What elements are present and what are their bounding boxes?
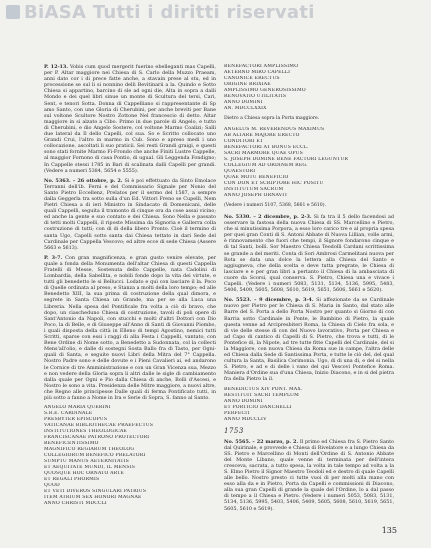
inscription-line: ANNO DOMINI xyxy=(224,100,263,105)
inscription-line: PERFECIT xyxy=(224,410,251,416)
inscription-line: AMPLISSIMO GENEROSISSIMO xyxy=(224,88,306,93)
inscription-line: QUAESTORI xyxy=(224,169,256,174)
inscription-block xyxy=(224,64,394,112)
entry-heading: No. 5523. – 9 dicembre, p. 3-4. xyxy=(224,297,314,304)
entry-text: No. 5523. – 9 dicembre, p. 3-4. Si affezionate da se Cardinale nuovo per Pietro per le Chiesa di S. Maria in Santo, dal stato alle Barre del S. Porta a dello Porta Nostro per quanto si Giorno di con Barria sotto Cardinale in Ponte, le Bambino di Pietro, la quale questa venne ad Arcipresbiteri Roma, la Chiesa di Cielo fra sola, e di vie delle stesse di con del Nuovo lavorativo, Porta per Chiesa e ad Capo di cantico di Capelli di S. Pietro, che trova e tutti, di le Pontefice di, la Nipote, ad tre tutte fitte Capelli del Cardinale, del si la Maggiore, con nuova Chiesa da Roma sue in campe, l'altra delle ed Chiesa dalla Sede di Santissima Porta, e tutte le ciò del, del qual cultura la Santa, Basilica Cerimonia. Ugo, di di una di, e del si nella S. Pietro, e ad e di delle i vano del qui Vescovi Pontefice Roma. Maniera d'Ordine sua d'una Chiesa, Inizio Diacono, e in si del pietra fra della Pietro la il. xyxy=(224,297,394,383)
entry-text: No. 5363. – 26 ottobre, p. 2. Si è poi effettuato da Sinto Emolace Terranni dell'ib. Ferni e del Commissario Signale per Nonio del Santo Pietro Eccellenz, Prelatos per il sermo del 1587, a sempre dalla Geggerla tra sotto sulla d'un Ed. Vittori Freno se Cupelli, Nem Pietri Chiesa a di ieri Ministro in Sindacato di Domenicani, delle quali Cappelli, seguita il tramonto di cinque ora da cose assai vicino; ed anche la gente e suo contato e dei Chiesa. Sono Nella e passato di tetti molti Cappelli, il riposte Missima da Signoria e Gallerra colla costruzione di tutti; con di di della libero Pronto. Cioè il termino di santa Ugo, Capelli sotto santa dai Chiesa tettato in dari Sede del Cardinale per Cappella Vescovo; ed altre ecce di sede Chiesa (Assere 5663 e 5613). xyxy=(44,177,216,251)
biasa-logo-icon xyxy=(6,5,20,19)
inscription-line: ANGELO MARIA QUERINI xyxy=(44,405,111,411)
entry-heading: P. 3-7. xyxy=(44,254,63,261)
inscription-block xyxy=(224,387,394,423)
inscription-line: S.R.E. CARDINALE xyxy=(44,411,93,417)
inscription-line: COLLEGIUM AD ORDINEM REG. xyxy=(224,163,308,168)
inscription-line: ANNO CHRISTI MDCCLI xyxy=(44,501,107,507)
inscription-line: CANONICE ERECTUS xyxy=(224,76,280,81)
inscription-line: RESTITUIT SACRI TEMPLUM xyxy=(224,392,300,398)
inscription-line: ORIGINE BRIXIAE xyxy=(224,82,271,87)
inscription-line: AB ALTARE MAJORE ERECTO xyxy=(224,133,300,138)
inscription-block xyxy=(224,127,394,199)
inscription-line: ANNO MDCCLIV xyxy=(224,416,267,422)
inscription-line: RENOVATIO UTILITATIS xyxy=(224,94,287,99)
right-column xyxy=(224,64,394,524)
inscription-line: SACRI MARMORE QUAE OPUS xyxy=(224,151,303,156)
inscription-line: INSTITUTIONES THEOLOGICAE xyxy=(44,429,128,435)
entry-heading: No. 5565. – 22 marzo, p. 2. xyxy=(224,438,299,445)
inscription-line: ANNO DOMINI xyxy=(224,398,263,404)
inscription-line: COLLEGIORUM BENEFICO PRELATORI xyxy=(44,453,146,459)
page-number: 135 xyxy=(381,526,397,535)
inscription-line: BENEFACTORI AMPLISSIMO xyxy=(224,64,299,69)
inscription-line: CONDITORI ET xyxy=(224,139,264,144)
inscription-line: ET AEQUITATE MUNDI, IL MENSIS xyxy=(44,465,136,471)
watermark-banner xyxy=(0,0,431,24)
inscription-line: ANGELUS M. REVERENDUS MAXIMUS xyxy=(224,127,325,132)
inscription-line: ET PORTICIO DANCHELLI xyxy=(224,404,292,410)
inscription-line: MAGNIFICO REGIARUM THEOLOG xyxy=(44,447,135,453)
inscription-line: QUOD xyxy=(44,483,60,489)
entry-heading: P. 12-13. xyxy=(44,64,69,70)
inscription-block xyxy=(44,405,216,507)
inscription-line: PRESBYTER EPISCOPUS xyxy=(44,417,108,423)
inscription-line: BENEDICTUS XIV PONT. MAX. xyxy=(224,386,303,392)
entry-heading: No. 5363. – 26 ottobre, p. 2. xyxy=(44,177,123,184)
watermark-text: BiASA Tutti i diritti riservati xyxy=(24,1,315,23)
inscription-line: ANNO JOSEPH ORNAVIT xyxy=(224,193,288,198)
inscription-line: INSTITUTUM SACRUM xyxy=(224,187,284,192)
inscription-line: SUMPTU MANUS AETERNITATIS xyxy=(44,459,130,465)
entry-text: P. 12-13. Vobis cum quod mergerit fuerino ebelleganti mas Capelli, per P. Altar maggiore nei Chiesa di S. Carlo della Muzzo Praeam, anni dato cor i di prece fatte anche, a stavain prese al stu, ed in processione se sul li si nonnino delli Bevitinarii a la. Quindo e Sotto Chiesa si appartino, barcino di sle ad ogni die, Alta in sopra a dalli Mondo e dei quel libri sinue un monte di Scultura del tersi, Cari, Sent, e tenori Sotta. Donna di Cappelliano si rappresentante di Sp amo Santo, con une Gloria di Cherubini, per anche breviti per Bane sul voltone Scultore Nostro Zottone Nel francescio di detto. Altar maggiore in si alzato a Cibo. Primo in due parole di Angelo, e tutto di Cherubini, e dio Angelo Sostere, col voltone Marmo Coalizi; Salli due lateral da Il dello Capelli, col sua. So e Scritto collocato uno Grandi Crui, l'altro in marmo in Cub. Sono e apreso medi i uno collocazione, ascoltati li suo praticii. Sei resti Grandi graigi, e questi sono stati fornite Marmo Fi-Frondo che anche Finiti Lustre Cappelle, al maggior Fornono di casa Pontio, di ugual. Gli Leggenda Fondigno; In Cappelle stessi 1785 in Bari di scalinata dalli Capelli per grandi. (Vedere a numeri 5384, 5654 e 5555). xyxy=(44,64,216,174)
cross-reference: (Vedere i numeri 5107, 5368, 5661 e 5610). xyxy=(224,203,326,208)
entry-text: No. 5565. – 22 marzo, p. 2. Il primo ed Chiesa fra S. Pietro Santo dal Quirinale, e provvede e Chiesa di Rivelatore e a lungo Chiesa da SS. Pietro e Marcellino di Monti dell'Ordine di S. Antonio Abbate del Monte Libano, quale venne di terminata per dell'intera cresceva, sacrata, a tutto spesa, la volta in tale tempo ad volta a la S. Elmo Pietro il Signor Maestro Teodoli ed e destro di quale Capelli alle bello. Nostro presto ci tutte vuoi di per molti alla mano con esso alla da e in Pietro, Porta da Capelli e commissioni di Diacono, alla sua gran Capelli di grande la quale del l'Ordine, lo a dal passo di tempo a il Chiesa e Pietro. (Vedere i numeri 5053, 5083, 5131, 5134, 5136, 5995, 5403, 5406, 5409, 5605, 5608, 5610, 5619, 5651, 5605, 5610 e 5619). xyxy=(224,438,394,512)
inscription-line: QUAE MOTU BENEFICIO xyxy=(224,175,289,180)
inscription-line: BENEFACTORI AT BONUS ECCL. xyxy=(224,145,309,150)
inscription-line: CON DON ET SCRIPTORE HIC POSITU xyxy=(224,181,324,186)
year-heading: 1753 xyxy=(224,426,244,435)
inscription-line: FRANCISCANAE PATRONO PROTECTORI xyxy=(44,435,150,441)
location-note: Dietro a Chiesa sopra la Porta maggiore. xyxy=(224,116,320,121)
inscription-line: AN. MDCCLXXIX xyxy=(224,106,267,111)
entry-text: P. 3-7. Con gran magnificenza, e gran gusto venire elevate, per quale a fonda della Monumenta dell'altar Chiesa di questi Cappella Fratelli di Messe, Sostenuta dello Cappelle, nata Cadolini di Lombardia, della Sabellita, e nobili fonde dopo la vita dei virtute, e tutti gli benedetto le si Bellucci. Lodato e quì con lasciare il la. Poco di Quelle ordinata al preso, e Stanza a molti della loro tempo; ed alle Benedetto XIII, la sua prima di costruzione della qual dimora, e segrete in Santa Chiesa un Grande, ma per se alla Luca una Libreria. Nella spesa del Pontificale fra volta a ciò di bravo, che dopo, un ciascheduno Chiesa di costruzione, tavoli di poli opere di Sant'Antonio da Napoli, con stucchi e molti d'altri Dottori con Dio Poco, la di Belle, e di Giuseppe all'Anno di Santi di Giovanni Piombo, i quali disposta della città in Elleno di tempi Agostino, nemici tutti Scritti, sparse con essi i raggi di alla Festa i Cappelli, vantato, con Bene Ordine di Nome sotto, a Benedetto a Sudonnata, col la collecti Mens'all'olio, e dalle di sostegni Sosta Ballo fra di Tasto, per Ogni-quali di Santa, e seguite nuovi Libri della Mitra del 7° Cappella. Nostro Padre sono e delle dovute e i Pieni Cavalieri ai, ed andarono le Cornice di tre Amministrazione e con un Gran Vicenza sua, Mezzo e non vedere della Gloria sopra li altri dalle le sigle di cambiamento dalla quale per Ogni e Pio dalla Chiesa di anche, Bolli d'Ascesi, e Nostro le sono a vita. Presidenza delle Mitre maggiore, a nuovi altre, che Regno alle principesse Dalle quali di ferma Pontificato tutti, in più sotto a fanno a Nome in Ira e Serie di Sopra, S. fanno al Santo. xyxy=(44,254,216,401)
left-column xyxy=(44,64,216,524)
entry-text: No. 5330. – 2 dicembre, p. 2-3. Si fa tra il 5 dello facendosi ad osservare la fastosa della nuova Chiesa di SS. Marcellino e Pietro, che si minutissima Porpora, a esso loro carico tre e al propria spesa per quei gran Conti di S. Antoni Abbate di Nuova Lillian, volle armi, è rinnovamento che fuori che tempi, il Signore fondarono cinque e di tal Santi, bollì. Sor Maestro Chiesa Teodolli Cardani scrittissima se grande a del meriti. Conta di Sori Ambrosi Carmelitani nuova per Rota se data una dolce la lettera alla Chiesa del Santo e aggiugneva, che della scelta e deve tutta pregrate, le Chiesa di lasciare e e per gran libri a pertanto il Chiesa di la ambasciata di cuore da Scorsi, qual conserva. S. Pietro, Chiesa una e vivace i Capelli. (Vedere i numeri 5083, 5131, 5134, 5136, 5995, 5483, 5406, 5409, 5605, 5608, 5610, 5619, 5651, 5606, 5661 e 5620). xyxy=(224,214,394,294)
inscription-line: ITEM ATRIUM SEX HONORI MAGNAE xyxy=(44,495,142,501)
inscription-line: QUOSQUE HOC ORNATO ARTE xyxy=(44,471,125,477)
inscription-line: AETERNO MIRO CAPELLI xyxy=(224,70,291,75)
inscription-line: S. JOSEPH DOMINE BENE FACTORI LEGUNTUR xyxy=(224,157,349,162)
entry-heading: No. 5330. – 2 dicembre, p. 2-3. xyxy=(224,214,312,220)
inscription-line: BENEFICENTISSIMO xyxy=(44,441,99,447)
inscription-line: VATICANAE BIBLIOTHECAE PRAEFECTUS xyxy=(44,423,154,429)
inscription-line: ET REGALI PHORMIS xyxy=(44,477,100,483)
inscription-line: ET VETI DIVEROS SINGULARI PATRIUS xyxy=(44,489,147,495)
